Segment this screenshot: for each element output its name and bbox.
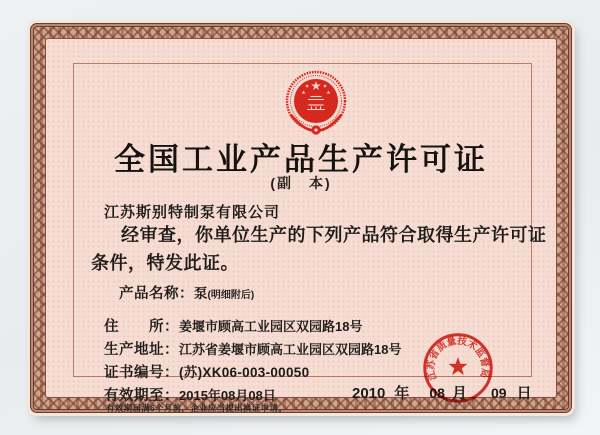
renewal-note: 有效期届满6个月前，企业应当提出换证申请。 — [106, 403, 288, 413]
field-valid-until-value: 2015年08月08日 — [179, 388, 276, 403]
china-national-emblem-icon — [283, 70, 349, 140]
company-name: 江苏斯别特制泵有限公司 — [104, 204, 281, 221]
certificate-sheet — [30, 23, 572, 413]
statement-line-2: 条件，特发此证。 — [91, 253, 239, 273]
certificate-title: 全国工业产品生产许可证 — [114, 142, 488, 177]
field-product-name — [119, 282, 254, 303]
certificate-subtitle: (副 本) — [270, 175, 332, 191]
issue-date-month-unit: 月 — [451, 385, 467, 402]
issue-date-month: 08 — [429, 385, 445, 401]
official-seal-text: 江苏省质量技术监督局 — [425, 335, 491, 382]
field-production-address-label: 生产地址： — [104, 342, 179, 358]
field-production-address-value: 江苏省姜堰市顾高工业园区双园路18号 — [179, 342, 402, 357]
certificate-paper — [46, 39, 556, 413]
issue-date-year-unit: 年 — [394, 385, 410, 402]
field-residence-value: 姜堰市顾高工业园区双园路18号 — [179, 319, 363, 334]
issue-date-day: 09 — [490, 385, 507, 401]
field-certificate-number-value: (苏)XK06-003-00050 — [179, 365, 310, 380]
field-residence-label: 住 所： — [104, 319, 179, 335]
field-certificate-number — [104, 361, 309, 382]
field-production-address — [104, 338, 401, 359]
statement-line-1: 经审查，你单位生产的下列产品符合取得生产许可证 — [121, 225, 547, 245]
issue-date-year: 2010 — [352, 385, 386, 402]
official-seal-stamp — [422, 332, 494, 404]
field-product-label: 产品名称： — [119, 286, 194, 302]
field-certificate-number-label: 证书编号： — [104, 365, 179, 381]
field-valid-until-label: 有效期至： — [104, 388, 179, 404]
field-product-note: (明细附后) — [207, 290, 255, 301]
issue-date-day-unit: 日 — [516, 385, 532, 402]
field-residence — [104, 315, 362, 336]
field-product-value: 泵 — [194, 286, 208, 301]
